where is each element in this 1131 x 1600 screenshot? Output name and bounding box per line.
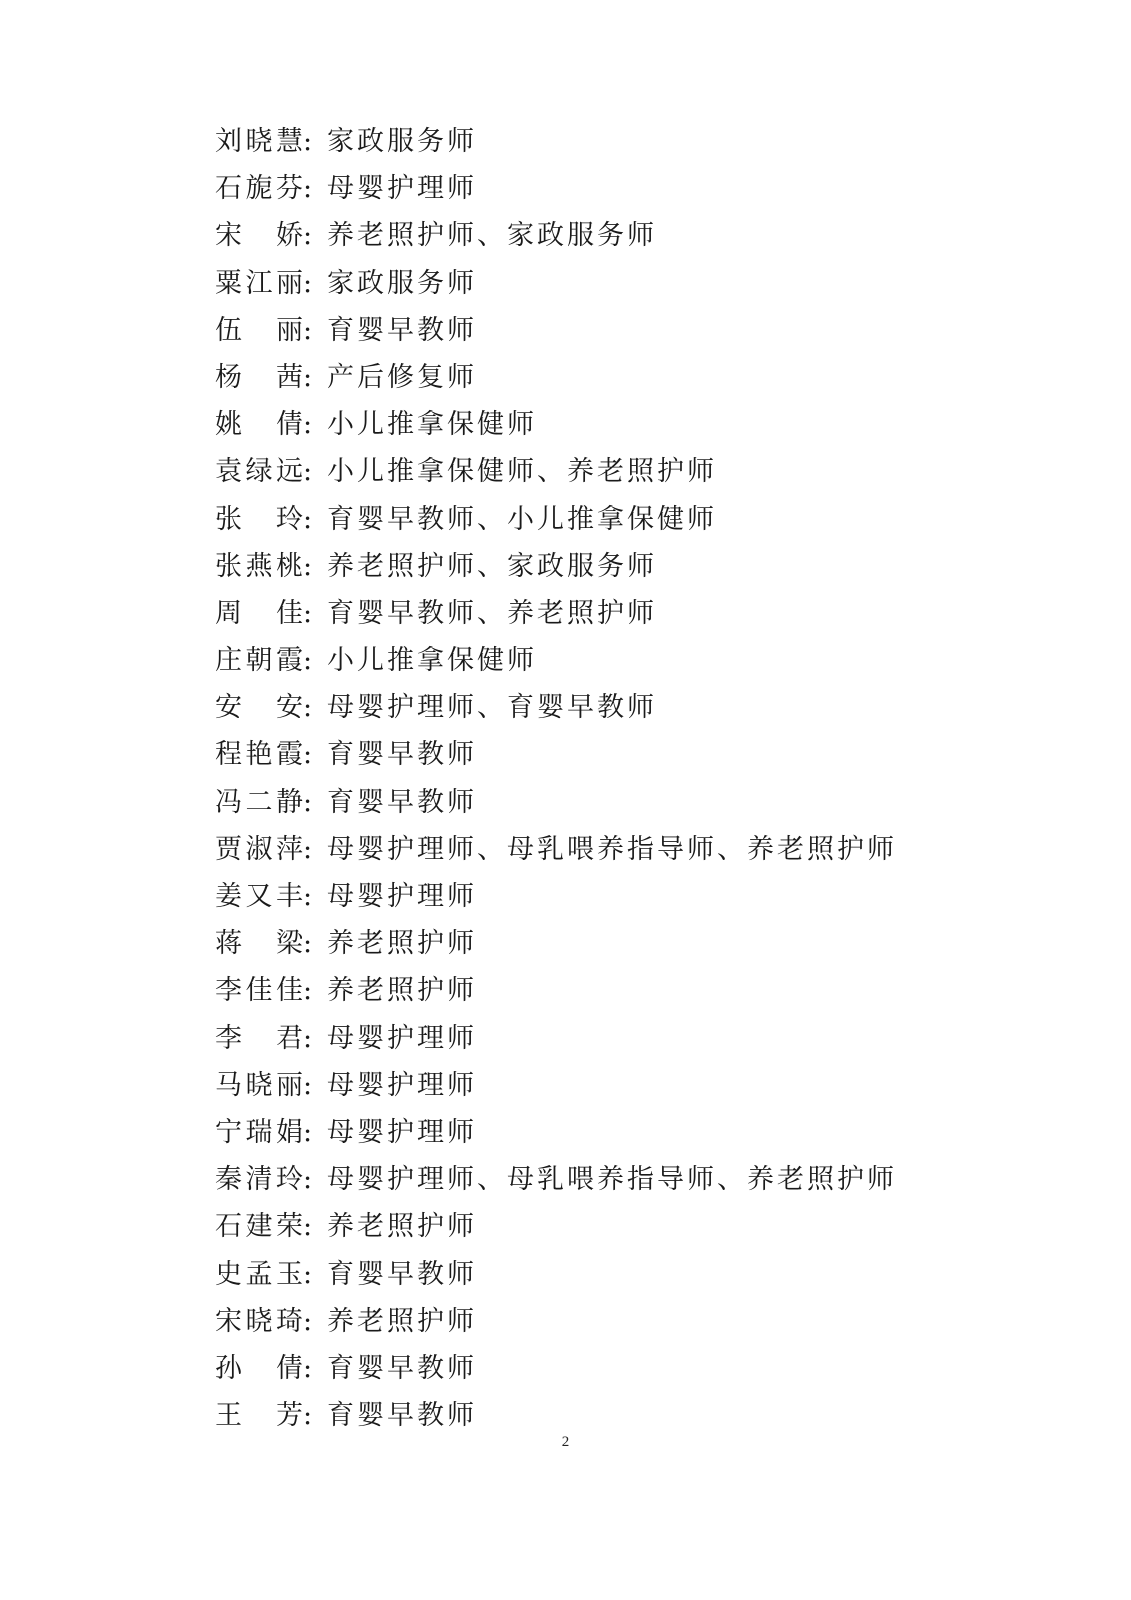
separator: : <box>303 1258 313 1290</box>
person-name: 王芳 <box>215 1400 303 1432</box>
qualification-titles: 母婴护理师、育婴早教师 <box>327 692 657 724</box>
separator: : <box>303 173 313 205</box>
separator: : <box>303 975 313 1007</box>
list-item <box>215 590 897 637</box>
list-item <box>215 212 897 259</box>
list-item <box>215 920 897 967</box>
separator: : <box>303 1164 313 1196</box>
person-name: 史孟玉 <box>215 1258 303 1290</box>
qualification-titles: 家政服务师 <box>327 126 477 157</box>
separator: : <box>303 597 313 629</box>
qualification-titles: 育婴早教师、养老照护师 <box>327 597 657 629</box>
person-name: 宋娇 <box>215 220 303 252</box>
list-item <box>215 873 897 920</box>
qualification-titles: 育婴早教师 <box>327 1352 477 1384</box>
separator: : <box>303 786 313 818</box>
person-name: 马晓丽 <box>215 1069 303 1101</box>
qualification-titles: 育婴早教师 <box>327 786 477 818</box>
person-name: 杨茜 <box>215 361 303 393</box>
qualification-titles: 养老照护师、家政服务师 <box>327 220 657 252</box>
person-name: 蒋梁 <box>215 928 303 960</box>
page-number: 2 <box>561 1434 570 1450</box>
separator: : <box>303 361 313 393</box>
qualification-titles: 养老照护师 <box>327 928 477 960</box>
person-name: 周佳 <box>215 597 303 629</box>
list-item <box>215 684 897 731</box>
person-name: 贾淑萍 <box>215 833 303 865</box>
list-item <box>215 1298 897 1345</box>
qualification-titles: 小儿推拿保健师、养老照护师 <box>327 456 717 488</box>
qualification-titles: 母婴护理师、母乳喂养指导师、养老照护师 <box>327 833 897 865</box>
qualification-titles: 母婴护理师 <box>327 1022 477 1054</box>
list-item <box>215 1109 897 1156</box>
separator: : <box>303 220 313 252</box>
qualification-titles: 育婴早教师 <box>327 1258 477 1290</box>
person-name: 安安 <box>215 692 303 724</box>
qualification-titles: 产后修复师 <box>327 361 477 393</box>
separator: : <box>303 456 313 488</box>
person-name: 程艳霞 <box>215 739 303 771</box>
list-item <box>215 1392 897 1439</box>
list-item <box>215 543 897 590</box>
qualification-titles: 养老照护师 <box>327 975 477 1007</box>
list-item <box>215 779 897 826</box>
person-name: 姚倩 <box>215 409 303 441</box>
separator: : <box>303 1116 313 1148</box>
separator: : <box>303 409 313 441</box>
qualification-titles: 母婴护理师 <box>327 173 477 205</box>
qualification-titles: 养老照护师、家政服务师 <box>327 550 657 582</box>
person-name: 张燕桃 <box>215 550 303 582</box>
list-item <box>215 307 897 354</box>
separator: : <box>303 739 313 771</box>
person-name: 庄朝霞 <box>215 645 303 677</box>
separator: : <box>303 1352 313 1384</box>
person-name: 张玲 <box>215 503 303 535</box>
list-item <box>215 448 897 495</box>
person-name: 李君 <box>215 1022 303 1054</box>
list-item <box>215 1015 897 1062</box>
separator: : <box>303 1211 313 1243</box>
qualification-titles: 养老照护师 <box>327 1305 477 1337</box>
list-item <box>215 967 897 1014</box>
list-item <box>215 1156 897 1203</box>
list-item <box>215 637 897 684</box>
qualification-titles: 母婴护理师 <box>327 1116 477 1148</box>
person-name: 石旎芬 <box>215 173 303 205</box>
separator: : <box>303 314 313 346</box>
name-list <box>215 118 897 1439</box>
person-name: 袁绿远 <box>215 456 303 488</box>
person-name: 伍丽 <box>215 314 303 346</box>
separator: : <box>303 1022 313 1054</box>
list-item <box>215 1203 897 1250</box>
person-name: 冯二静 <box>215 786 303 818</box>
qualification-titles: 养老照护师 <box>327 1211 477 1243</box>
separator: : <box>303 126 313 157</box>
list-item <box>215 118 897 165</box>
separator: : <box>303 645 313 677</box>
qualification-titles: 小儿推拿保健师 <box>327 645 537 677</box>
person-name: 刘晓慧 <box>215 126 303 157</box>
qualification-titles: 母婴护理师 <box>327 1069 477 1101</box>
qualification-titles: 母婴护理师、母乳喂养指导师、养老照护师 <box>327 1164 897 1196</box>
person-name: 粟江丽 <box>215 267 303 299</box>
qualification-titles: 家政服务师 <box>327 267 477 299</box>
separator: : <box>303 503 313 535</box>
list-item <box>215 1345 897 1392</box>
separator: : <box>303 692 313 724</box>
list-item <box>215 1062 897 1109</box>
qualification-titles: 母婴护理师 <box>327 881 477 912</box>
list-item <box>215 826 897 873</box>
qualification-titles: 育婴早教师 <box>327 739 477 771</box>
separator: : <box>303 928 313 960</box>
separator: : <box>303 1305 313 1337</box>
separator: : <box>303 881 313 912</box>
separator: : <box>303 1069 313 1101</box>
person-name: 石建荣 <box>215 1211 303 1243</box>
person-name: 姜又丰 <box>215 881 303 912</box>
qualification-titles: 小儿推拿保健师 <box>327 409 537 441</box>
person-name: 宁瑞娟 <box>215 1116 303 1148</box>
qualification-titles: 育婴早教师 <box>327 314 477 346</box>
person-name: 宋晓琦 <box>215 1305 303 1337</box>
qualification-titles: 育婴早教师 <box>327 1400 477 1432</box>
list-item <box>215 496 897 543</box>
separator: : <box>303 267 313 299</box>
list-item <box>215 165 897 212</box>
separator: : <box>303 1400 313 1432</box>
list-item <box>215 260 897 307</box>
separator: : <box>303 550 313 582</box>
person-name: 秦清玲 <box>215 1164 303 1196</box>
list-item <box>215 401 897 448</box>
separator: : <box>303 833 313 865</box>
qualification-titles: 育婴早教师、小儿推拿保健师 <box>327 503 717 535</box>
list-item <box>215 1251 897 1298</box>
list-item <box>215 731 897 778</box>
person-name: 孙倩 <box>215 1352 303 1384</box>
person-name: 李佳佳 <box>215 975 303 1007</box>
list-item <box>215 354 897 401</box>
